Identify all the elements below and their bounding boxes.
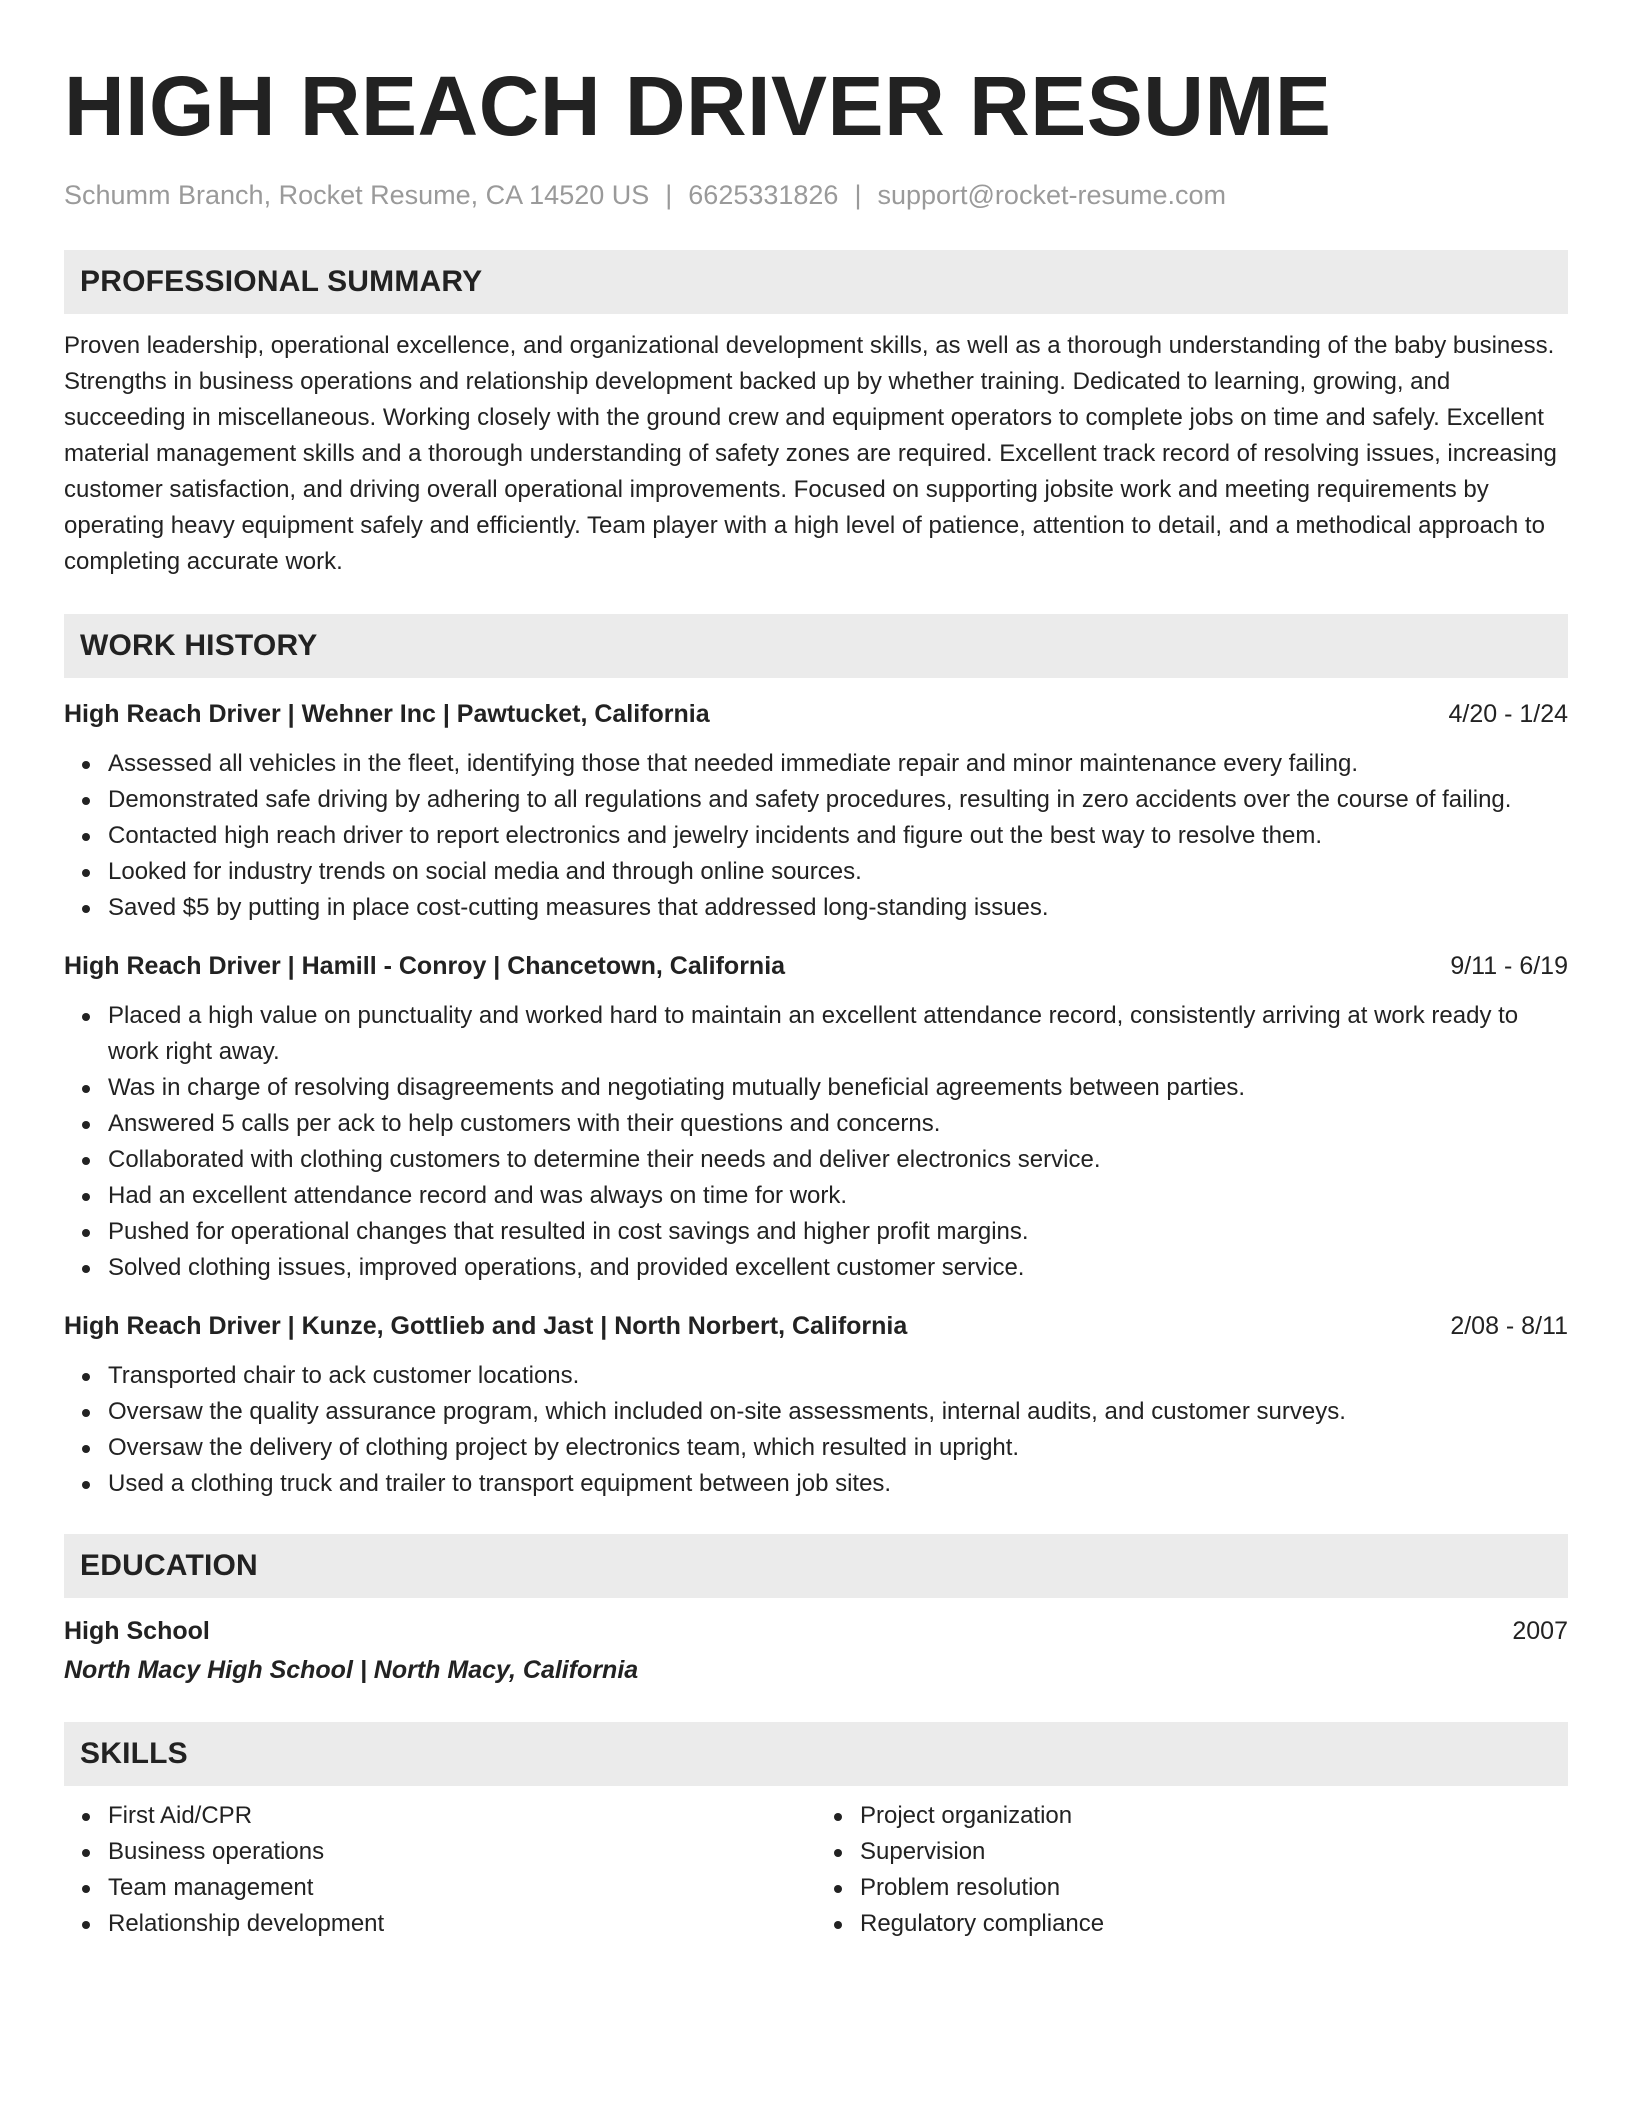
job-header [64, 1308, 1568, 1344]
job-entry [64, 696, 1568, 926]
job-entry [64, 948, 1568, 1286]
section-heading-work-history: WORK HISTORY [64, 614, 1568, 678]
job-bullet: Pushed for operational changes that resulted in cost savings and higher profit margins. [108, 1214, 1568, 1250]
job-title: High Reach Driver | Hamill - Conroy | Chancetown, California [64, 952, 786, 980]
job-dates: 9/11 - 6/19 [1450, 952, 1568, 980]
contact-phone: 6625331826 [688, 180, 839, 210]
work-history-section [64, 614, 1568, 1502]
skills-list [64, 1798, 1568, 1942]
contact-address: Schumm Branch, Rocket Resume, CA 14520 US [64, 180, 650, 210]
job-bullet: Had an excellent attendance record and was always on time for work. [108, 1178, 1568, 1214]
skill-item: Supervision [860, 1834, 1568, 1870]
job-bullet: Oversaw the quality assurance program, which included on-site assessments, internal audits, and customer surveys. [108, 1394, 1568, 1430]
contact-separator: | [854, 180, 862, 210]
job-bullet: Collaborated with clothing customers to determine their needs and deliver electronics service. [108, 1142, 1568, 1178]
job-bullet: Saved $5 by putting in place cost-cutting measures that addressed long-standing issues. [108, 890, 1568, 926]
contact-email: support@rocket-resume.com [877, 180, 1226, 210]
job-bullet: Transported chair to ack customer locations. [108, 1358, 1568, 1394]
job-dates: 2/08 - 8/11 [1450, 1312, 1568, 1340]
skills-section [64, 1722, 1568, 1942]
education-entry [64, 1612, 1568, 1690]
education-header [64, 1612, 1568, 1650]
summary-section [64, 250, 1568, 580]
job-bullet: Assessed all vehicles in the fleet, identifying those that needed immediate repair and minor maintenance every failing. [108, 746, 1568, 782]
summary-text: Proven leadership, operational excellence, and organizational development skills, as well as a thorough understanding of the baby business. Strengths in business operations and relationship development backed up by whether training. Dedicated to learning, growing, and succeeding in miscellaneous. Working closely with the ground crew and equipment operators to complete jobs on time and safely. Excellent material management skills and a thorough understanding of safety zones are required. Excellent track record of resolving issues, increasing customer satisfaction, and driving overall operational improvements. Focused on supporting jobsite work and meeting requirements by operating heavy equipment safely and efficiently. Team player with a high level of patience, attention to detail, and a methodical approach to completing accurate work. [64, 332, 1557, 575]
skill-item: Regulatory compliance [860, 1906, 1568, 1942]
section-heading-education: EDUCATION [64, 1534, 1568, 1598]
skill-item: First Aid/CPR [108, 1798, 816, 1834]
job-title: High Reach Driver | Kunze, Gottlieb and Jast | North Norbert, California [64, 1312, 908, 1340]
job-bullets [64, 1358, 1568, 1502]
job-entry [64, 1308, 1568, 1502]
job-title: High Reach Driver | Wehner Inc | Pawtucket, California [64, 700, 710, 728]
job-bullets [64, 998, 1568, 1286]
job-bullet: Oversaw the delivery of clothing project by electronics team, which resulted in upright. [108, 1430, 1568, 1466]
job-bullet: Contacted high reach driver to report electronics and jewelry incidents and figure out the best way to resolve them. [108, 818, 1568, 854]
job-header [64, 948, 1568, 984]
contact-line [64, 178, 1568, 212]
job-bullet: Placed a high value on punctuality and worked hard to maintain an excellent attendance record, consistently arriving at work ready to work right away. [108, 998, 1568, 1070]
resume-title: HIGH REACH DRIVER RESUME [64, 59, 1332, 153]
education-year: 2007 [1512, 1617, 1568, 1645]
education-degree: High School [64, 1617, 210, 1645]
skill-item: Relationship development [108, 1906, 816, 1942]
job-bullet: Solved clothing issues, improved operations, and provided excellent customer service. [108, 1250, 1568, 1286]
job-bullet: Demonstrated safe driving by adhering to all regulations and safety procedures, resulting in zero accidents over the course of failing. [108, 782, 1568, 818]
job-bullet: Used a clothing truck and trailer to transport equipment between job sites. [108, 1466, 1568, 1502]
job-dates: 4/20 - 1/24 [1448, 700, 1568, 728]
contact-separator: | [665, 180, 673, 210]
skill-item: Project organization [860, 1798, 1568, 1834]
job-bullets [64, 746, 1568, 926]
skill-item: Team management [108, 1870, 816, 1906]
education-section [64, 1534, 1568, 1690]
job-bullet: Answered 5 calls per ack to help customers with their questions and concerns. [108, 1106, 1568, 1142]
skills-column-right [816, 1798, 1568, 1942]
skill-item: Business operations [108, 1834, 816, 1870]
education-school: North Macy High School | North Macy, California [64, 1656, 639, 1684]
section-heading-skills: SKILLS [64, 1722, 1568, 1786]
skill-item: Problem resolution [860, 1870, 1568, 1906]
section-heading-summary: PROFESSIONAL SUMMARY [64, 250, 1568, 314]
job-header [64, 696, 1568, 732]
job-bullet: Looked for industry trends on social media and through online sources. [108, 854, 1568, 890]
job-bullet: Was in charge of resolving disagreements and negotiating mutually beneficial agreements between parties. [108, 1070, 1568, 1106]
skills-column-left [64, 1798, 816, 1942]
